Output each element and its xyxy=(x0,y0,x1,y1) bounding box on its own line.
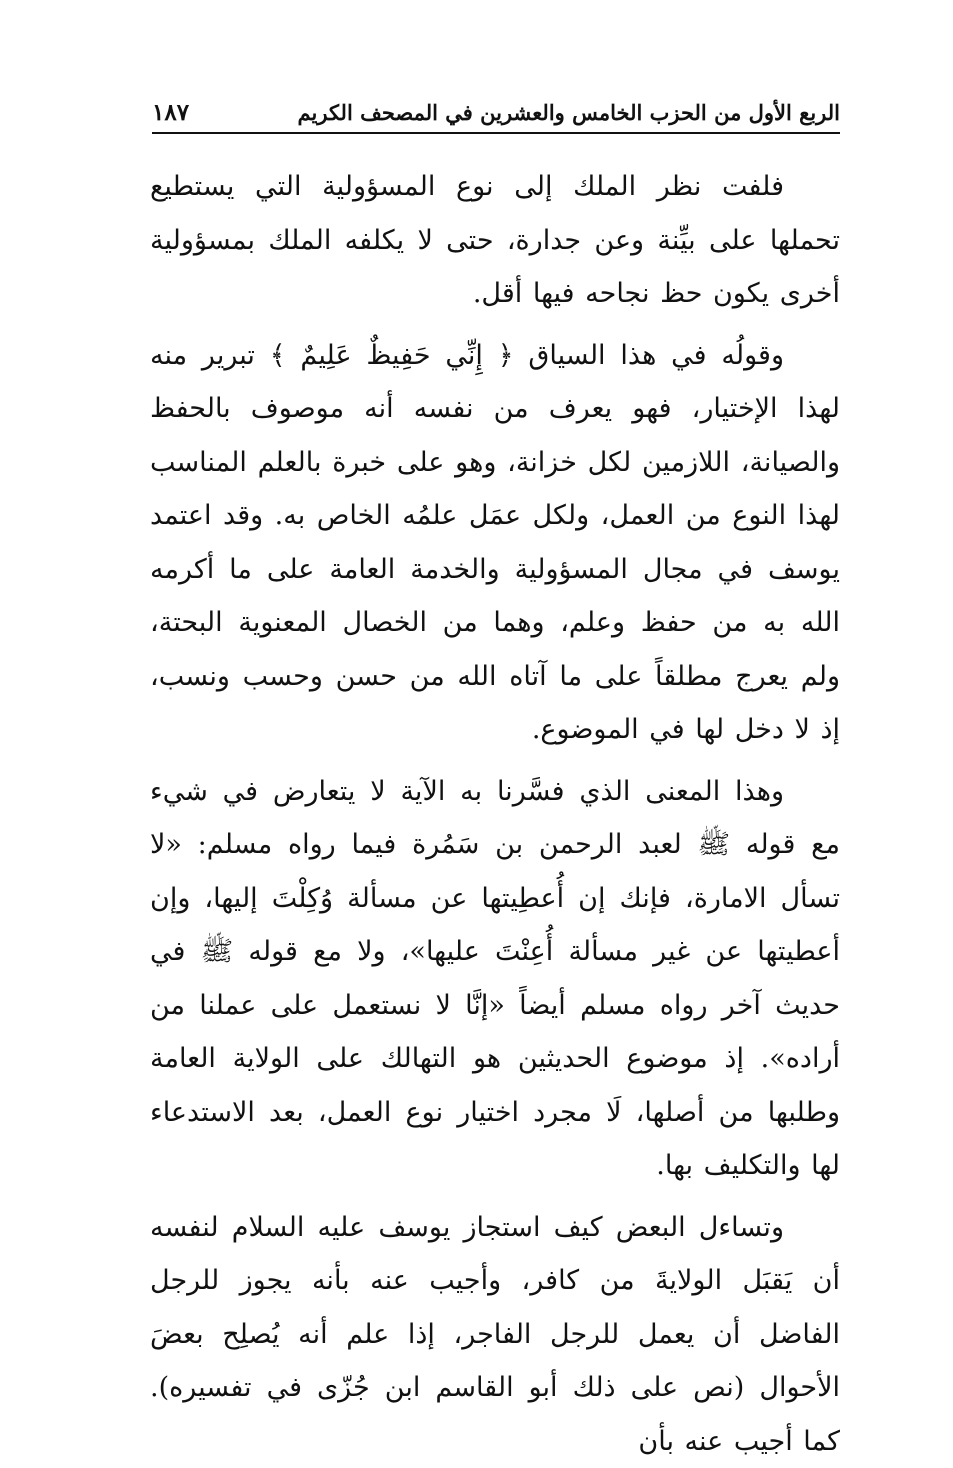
page-number: ١٨٧ xyxy=(152,98,189,132)
paragraph-1: فلفت نظر الملك إلى نوع المسؤولية التي يستطيع تحملها على بيِّنة وعن جدارة، حتى لا يكلفه الملك بمسؤولية أخرى يكون حظ نجاحه فيها أقل. xyxy=(150,160,840,321)
paragraph-4: وتساءل البعض كيف استجاز يوسف عليه السلام لنفسه أن يَقبَل الولايةَ من كافر، وأجيب عنه بأنه يجوز للرجل الفاضل أن يعمل للرجل الفاجر، إذا علم أنه يُصلِح بعضَ الأحوال (نص على ذلك أبو القاسم ابن جُزّى في تفسيره). كما أجيب عنه بأن xyxy=(150,1201,840,1468)
paragraph-2: وقولُه في هذا السياق ﴿ إِنِّي حَفِيظٌ عَلِيمٌ ﴾ تبرير منه لهذا الإختيار، فهو يعرف من نفسه أنه موصوف بالحفظ والصيانة، اللازمين لكل خزانة، وهو على خبرة بالعلم المناسب لهذا النوع من العمل، ولكل عمَل علمُه الخاص به. وقد اعتمد يوسف في مجال المسؤولية والخدمة العامة على ما أكرمه الله به من حفظ وعلم، وهما من الخصال المعنوية البحتة، ولم يعرج مطلقاً على ما آتاه الله من حسن وحسب ونسب، إذ لا دخل لها في الموضوع. xyxy=(150,329,840,757)
paragraph-3: وهذا المعنى الذي فسَّرنا به الآية لا يتعارض في شيء مع قوله ﷺ لعبد الرحمن بن سَمُرة فيما رواه مسلم: «لا تسأل الامارة، فإنك إن أُعطِيتها عن مسألة وُكِلْتَ إليها، وإن أعطيتها عن غير مسألة أُعِنْتَ عليها»، ولا مع قوله ﷺ في حديث آخر رواه مسلم أيضاً «إنَّا لا نستعمل على عملنا من أراده». إذ موضوع الحديثين هو التهالك على الولاية العامة وطلبها من أصلها، لَا مجرد اختيار نوع العمل، بعد الاستدعاء لها والتكليف بها. xyxy=(150,765,840,1193)
body-text xyxy=(150,160,840,1468)
running-header xyxy=(152,92,840,134)
header-title: الربع الأول من الحزب الخامس والعشرين في المصحف الكريم xyxy=(298,98,840,132)
